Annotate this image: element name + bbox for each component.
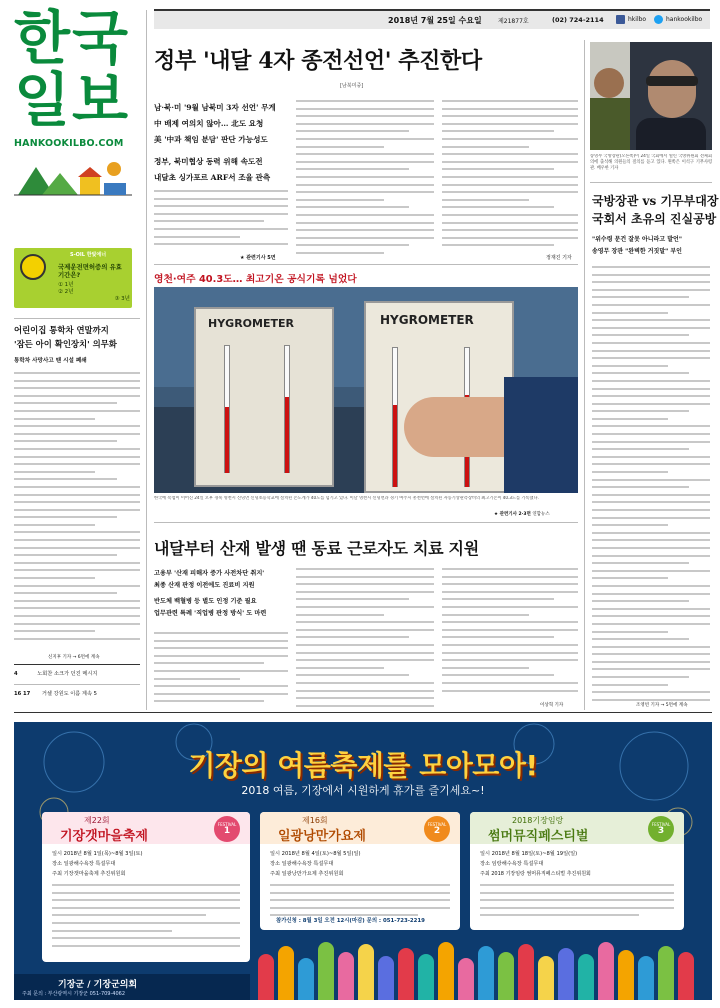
main-story-text-col1	[154, 190, 288, 252]
labor-lead-3: 반도체 백혈병 등 별도 인정 기준 필요	[154, 598, 257, 605]
festival-1-tab	[214, 816, 240, 842]
crowd-illustration	[254, 936, 712, 1000]
festival-ad	[14, 722, 712, 1000]
festival-1-place: 장소 일광해수욕장 특설무대	[52, 861, 116, 867]
ad-footer-org: 기장군 / 기장군의회	[58, 980, 138, 990]
festival-card-1[interactable]	[42, 812, 250, 962]
labor-text-col3	[442, 568, 578, 700]
festival-2-host: 주최 일광낭만가요제 추진위원회	[270, 871, 344, 877]
masthead	[14, 4, 132, 178]
ad-footer	[14, 974, 250, 1000]
twitter-icon	[654, 15, 663, 24]
dateline-bar	[154, 9, 710, 29]
index-item-2[interactable]	[14, 690, 140, 702]
labor-lead-2: 최종 산재 판정 이전에도 진료비 지원	[154, 582, 255, 589]
festival-1-name: 기장갯마을축제	[60, 829, 148, 844]
heat-related	[494, 511, 550, 517]
hygrometer-label-left: HYGROMETER	[208, 317, 294, 330]
left-story-text	[14, 372, 140, 644]
heat-photo-caption	[154, 496, 578, 512]
festival-3-name: 썸머뮤직페스티벌	[488, 829, 589, 844]
festival-2-place: 장소 일광해수욕장 특설무대	[270, 861, 334, 867]
heat-photo-credit: 연합뉴스	[532, 512, 550, 517]
heat-photo	[154, 287, 578, 493]
labor-text-col1	[154, 632, 288, 708]
main-lead-deck	[154, 100, 288, 186]
facebook-handle[interactable]: hkilbo	[628, 16, 647, 23]
lead-line-2: 中 배제 여의치 않아… 北도 요청	[154, 119, 264, 128]
ad-title: 기장의 여름축제를 모아모아!	[188, 749, 538, 782]
masthead-line1: 한국	[14, 4, 131, 72]
labor-lead-1: 고용부 '산재 피해자 증가 사전차단 취지'	[154, 570, 265, 577]
lead-line-3: 美 '中과 책임 분담' 판단 가능성도	[154, 135, 268, 144]
festival-card-2[interactable]	[260, 812, 460, 930]
festival-2-number: 2	[433, 826, 441, 836]
issue-date: 2018년 7월 25일 수요일	[388, 16, 482, 25]
side-photo-caption-text: 송영무 국방장관(오른쪽)이 24일 국회에서 열린 국방위원회 전체회의에 출석해 의원들의 질의를 듣고 있다. 왼쪽은 이석구 기무사령관.	[590, 154, 712, 171]
festival-1-host: 주최 기장갯마을축제 추진위원회	[52, 871, 126, 877]
main-headline: 정부 '내달 4자 종전선언' 추진한다	[154, 48, 482, 74]
side-story-text	[592, 266, 710, 708]
left-byline: 신지후 기자 → 6면에 계속	[48, 655, 100, 660]
side-photo-caption	[590, 154, 712, 176]
festival-1-details	[52, 884, 240, 954]
facebook-icon	[616, 15, 625, 24]
side-byline: 조영빈 기자 → 5면에 계속	[636, 703, 688, 708]
issue-number: 제21877호	[498, 18, 529, 25]
phone-number: (02) 724-2114	[552, 16, 604, 24]
hygrometer-label-right: HYGROMETER	[380, 313, 474, 327]
quiz-option-1: ① 1년	[58, 282, 74, 288]
sponsor-mascot-icon	[20, 254, 46, 280]
festival-2-period: 일시 2018년 8월 4일(토)~8월 5일(일)	[270, 851, 361, 857]
festival-1-period: 일시 2018년 8월 1일(목)~8월 3일(토)	[52, 851, 143, 857]
twitter-handle[interactable]: hankookilbo	[666, 16, 703, 23]
main-story-text-col3	[442, 100, 578, 248]
festival-3-edition: 2018기장임랑	[512, 816, 564, 825]
lead-line-1: 남·북·미 '9월 남북미 3자 선언' 무게	[154, 103, 276, 112]
festival-3-number: 3	[657, 826, 665, 836]
heat-related-link[interactable]: ★ 관련기사 2·3면	[494, 512, 531, 517]
lead-line-4: 정부, 북미협상 동력 위해 속도전	[154, 157, 263, 166]
index-page-2: 16 17	[14, 691, 31, 697]
heat-headline: 영천·여주 40.3도… 최고기온 공식기록 넘었다	[154, 274, 357, 285]
festival-card-3[interactable]	[470, 812, 684, 930]
side-photo	[590, 42, 712, 150]
sponsor-brand: S-OIL 한빛에너	[70, 252, 107, 258]
left-subhead: 통학차 사망사고 땐 시설 폐쇄	[14, 358, 87, 364]
left-headline-2: '잠든 아이 확인장치' 의무화	[14, 339, 117, 349]
ad-footer-sub: 주최 문의 : 부산광역시 기장군 051-709-4062	[22, 991, 126, 997]
festival-1-number: 1	[223, 826, 231, 836]
festival-1-edition: 제22회	[84, 816, 110, 825]
quiz-title: 국제운전면허증의 유효기간은?	[58, 263, 122, 279]
lead-line-5: 내달초 싱가포르 ARF서 조율 관측	[154, 173, 271, 182]
festival-3-details	[480, 884, 674, 922]
festival-3-tab	[648, 816, 674, 842]
index-text-2: 거셀 강원도 이름 계속 5	[41, 691, 97, 697]
index-text-1: 노회찬 소크가 던진 메시지	[37, 671, 98, 677]
labor-lead-deck	[154, 568, 288, 620]
ad-contact: 참가신청 : 8월 3일 오전 12시(마감) 문의 : 051-723-2219	[276, 918, 425, 924]
index-page-1: 4	[14, 671, 18, 677]
quiz-option-2: ② 2년	[58, 289, 74, 295]
sponsor-quiz-box	[14, 248, 132, 308]
heat-caption-text: 한국에 폭염이 이어진 24일 오후 경북 영천시 신녕면 신녕초등학교에 설치된 온도계가 40도를 넘기고 있다. 이날 영천시 신녕면과 경기 여주시 흥천면에 설치된 자동기상관측장비의 최고기온이 40.3도를 기록했다.	[154, 496, 539, 501]
index-item-1[interactable]	[14, 670, 140, 682]
side-headline-2: 국회서 초유의 진실공방	[592, 212, 717, 226]
ad-subtitle: 2018 여름, 기장에서 시원하게 휴가를 즐기세요~!	[241, 784, 485, 797]
side-quote-2: 송영무 장관 "완벽한 거짓말" 부인	[592, 248, 682, 255]
labor-lead-4: 업무관련 특례 '직업병 판정 방식' 도 마련	[154, 610, 267, 617]
side-quote-1: "위수령 문건 잘못 아니라고 발언"	[592, 236, 682, 243]
labor-text-col2	[296, 568, 434, 708]
masthead-illustration	[14, 155, 132, 199]
festival-2-name: 일광낭만가요제	[278, 829, 366, 844]
labor-headline: 내달부터 산재 발생 땐 동료 근로자도 치료 지원	[154, 539, 479, 558]
left-headline-1: 어린이집 통학차 연말까지	[14, 325, 109, 335]
main-story-text-col2	[296, 100, 434, 260]
festival-1-tab-label: FESTIVAL	[217, 822, 237, 827]
festival-3-period: 일시 2018년 8월 18일(토)~8월 19일(일)	[480, 851, 578, 857]
festival-2-tab-label: FESTIVAL	[427, 822, 447, 827]
side-photo-credit: 배우한 기자	[596, 165, 619, 171]
festival-3-host: 주최 2018 기장임랑 썸머뮤직페스티벌 추진위원회	[480, 871, 591, 877]
festival-2-tab	[424, 816, 450, 842]
festival-2-edition: 제16회	[302, 816, 328, 825]
festival-3-tab-label: FESTIVAL	[651, 822, 671, 827]
main-related-link[interactable]: ★ 관련기사 5면	[240, 255, 276, 261]
site-url[interactable]: HANKOOKILBO.COM	[14, 138, 124, 149]
quiz-option-3: ③ 3년	[114, 296, 130, 302]
masthead-line2: 일보	[14, 66, 131, 134]
side-headline-1: 국방장관 vs 기무부대장	[592, 194, 719, 208]
main-byline: 정재진 기자	[546, 255, 572, 261]
main-byline-tag: [남북미중]	[340, 83, 364, 89]
labor-byline: 이상혁 기자	[540, 703, 564, 708]
festival-3-place: 장소 임랑해수욕장 특설무대	[480, 861, 544, 867]
